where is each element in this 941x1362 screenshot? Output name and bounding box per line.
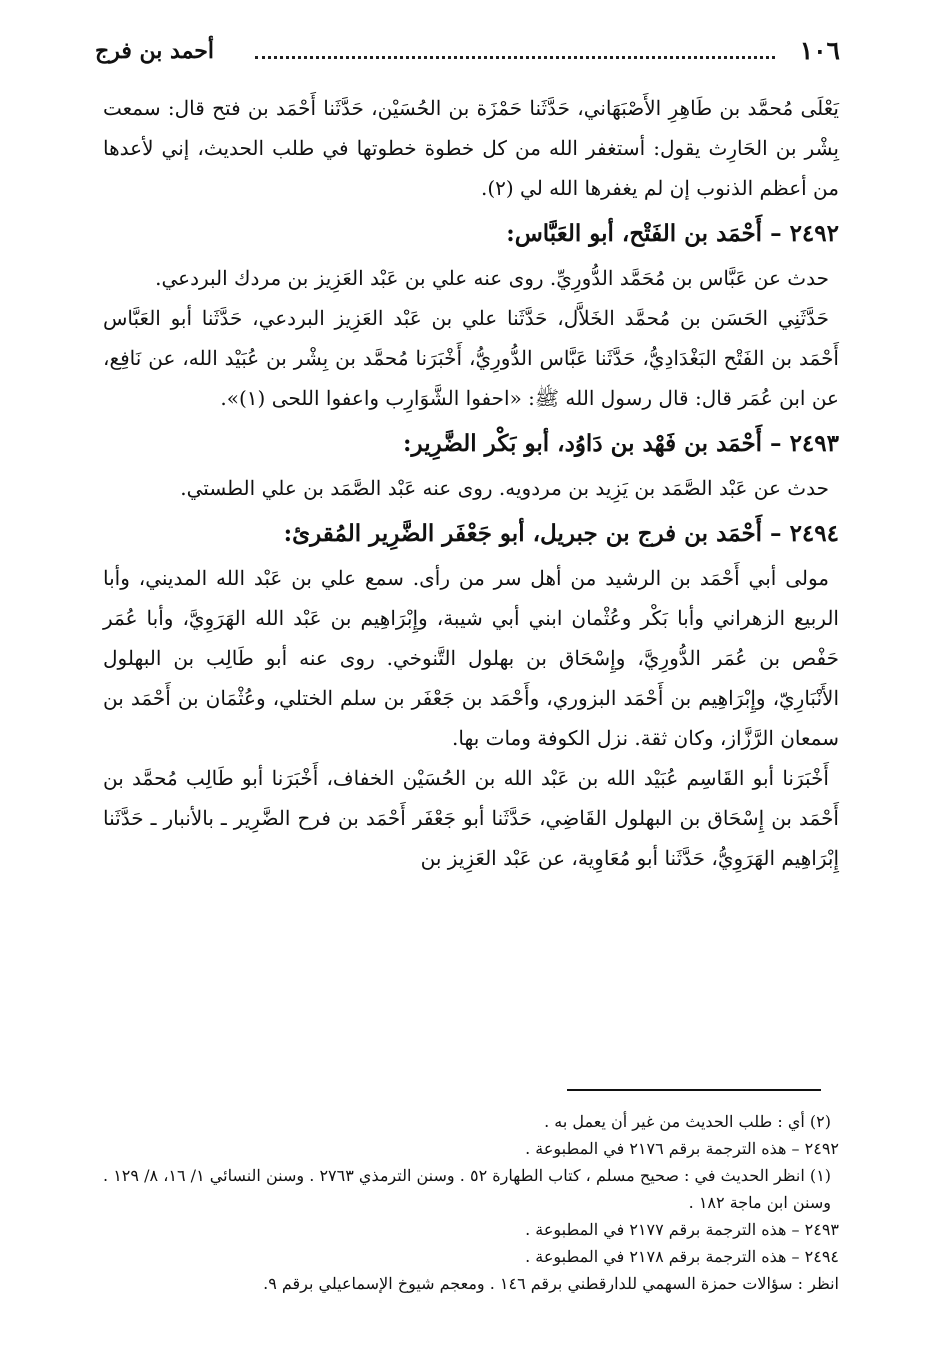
page-header [95,36,840,76]
running-title: أحمد بن فرج [95,38,215,64]
main-text [103,88,839,878]
entry-paragraph: حدث عن عَبْد الصَّمَد بن يَزِيد بن مردويه. روى عنه عَبْد الصَّمَد بن علي الطستي. [180,476,829,500]
entry-heading: ٢٤٩٤ – أَحْمَد بن فرج بن جبريل، أبو جَعْفَر الضَّرِير المُقرئ: [283,520,839,547]
entry-2492 [103,210,839,418]
entry-2494 [103,510,839,878]
footnote: انظر : سؤالات حمزة السهمي للدارقطني برقم ١٤٦ . ومعجم شيوخ الإسماعيلي برقم ٩. [263,1274,839,1293]
entry-paragraph: مولى أبي أَحْمَد بن الرشيد من أهل سر من رأى. سمع علي بن عَبْد الله المديني، وأبا الربيع الزهراني وأبا بَكْر وعُثْمان ابني أبي شيبة، وإِبْرَاهِيم بن عَبْد الله الهَرَوِيَّ، وأبا عُمَر حَفْص بن عُمَر الدُّورِيَّ، وإِسْحَاق بن بهلول التَّنوخي. روى عنه أبو طَالِب بن البهلول الأَنْبَارِيّ، وإِبْرَاهِيم بن أَحْمَد البزوري، وأَحْمَد بن جَعْفَر بن سلم الختلي، وعُثْمَان بن أَحْمَد بن سمعان الرَّزَّاز، وكان ثقة. نزل الكوفة ومات بها. [103,566,839,750]
entry-paragraph: حَدَّثَنِي الحَسَن بن مُحمَّد الخَلاَّل، حَدَّثَنا علي بن عَبْد العَزِيز البردعي، حَدَّثَنا أبو العَبَّاس أَحْمَد بن الفَتْح البَغْدَادِيُّ، حَدَّثَنا عَبَّاس الدُّورِيُّ، أَخْبَرَنا مُحمَّد بن بِشْر بن عُبَيْد الله، عن نَافِع، عن ابن عُمَر قال: قال رسول الله ﷺ: «احفوا الشَّوَارِب واعفوا اللحى (١)». [103,306,839,410]
entry-heading: ٢٤٩٢ – أَحْمَد بن الفَتْح، أبو العَبَّاس: [506,220,839,247]
entry-heading: ٢٤٩٣ – أَحْمَد بن فَهْد بن دَاوُد، أبو بَكْر الضَّرِير: [403,430,839,457]
footnote: (١) انظر الحديث في : صحيح مسلم ، كتاب الطهارة ٥٢ . وسنن الترمذي ٢٧٦٣ . وسنن النسائي ١/ ١٦، ٨/ ١٢٩ . وسنن ابن ماجة ١٨٢ . [103,1166,832,1212]
entry-paragraph: حدث عن عَبَّاس بن مُحَمَّد الدُّورِيِّ. روى عنه علي بن عَبْد العَزِيز بن مردك البردعي. [155,266,829,290]
header-dotted-leader [255,56,775,59]
footnote-separator [567,1089,821,1091]
entry-paragraph: أَخْبَرَنا أبو القَاسِم عُبَيْد الله بن عَبْد الله بن الحُسَيْن الخفاف، أَخْبَرَنا أبو طَالِب مُحمَّد بن أَحْمَد بن إِسْحَاق بن البهلول القَاضِي، حَدَّثَنا أبو جَعْفَر أَحْمَد بن فرح الضَّرِير ـ بالأنبار ـ حَدَّثَنا إِبْرَاهِيم الهَرَوِيُّ، حَدَّثَنا أبو مُعَاوِية، عن عَبْد العَزِيز بن [103,766,839,870]
footnotes [103,1108,839,1297]
entry-2493 [103,420,839,508]
page-number: ١٠٦ [799,36,840,65]
footnote: ٢٤٩٤ – هذه الترجمة برقم ٢١٧٨ في المطبوعة . [525,1247,839,1266]
footnote: ٢٤٩٣ – هذه الترجمة برقم ٢١٧٧ في المطبوعة . [525,1220,839,1239]
intro-paragraph: يَعْلَى مُحمَّد بن طَاهِرِ الأَصْبَهَاني، حَدَّثَنا حَمْزَة بن الحُسَيْن، حَدَّثَنا أَحْمَد بن فتح قال: سمعت بِشْر بن الحَارِث يقول: أستغفر الله من كل خطوة خطوتها في طلب الحديث، إني لأعدها من أعظم الذنوب إن لم يغفرها الله لي (٢). [103,96,839,200]
footnote: (٢) أي : طلب الحديث من غير أن يعمل به . [544,1112,831,1131]
footnote: ٢٤٩٢ – هذه الترجمة برقم ٢١٧٦ في المطبوعة . [525,1139,839,1158]
